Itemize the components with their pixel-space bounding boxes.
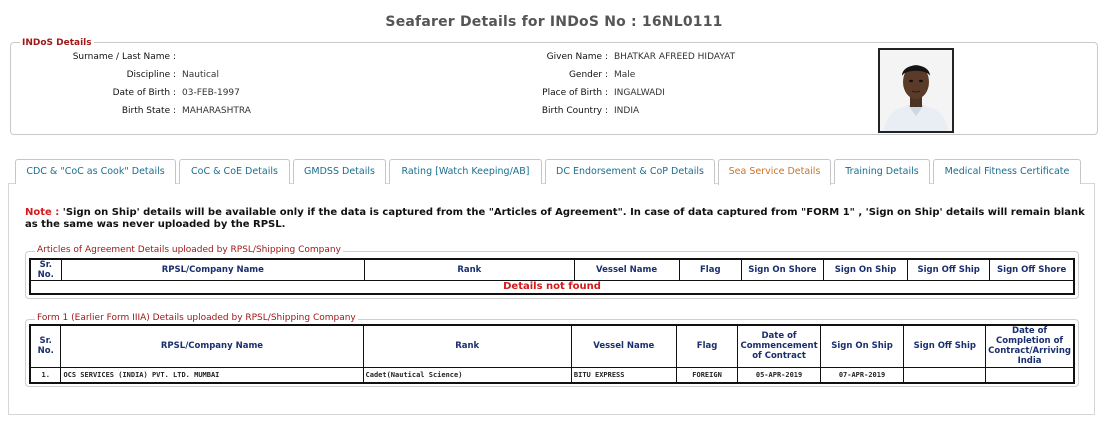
tab-gmdss[interactable]: GMDSS Details bbox=[293, 159, 386, 184]
given-name-value: BHATKAR AFREED HIDAYAT bbox=[614, 52, 736, 62]
pob-label: Place of Birth : bbox=[542, 88, 608, 98]
cell-company-name: OCS SERVICES (INDIA) PVT. LTD. MUMBAI bbox=[61, 367, 363, 383]
col-vessel-name: Vessel Name bbox=[574, 259, 679, 281]
discipline-label: Discipline : bbox=[126, 70, 176, 80]
details-not-found: Details not found bbox=[30, 281, 1074, 294]
tab-coc-coe[interactable]: CoC & CoE Details bbox=[179, 159, 290, 184]
col-rank: Rank bbox=[363, 325, 571, 367]
gender-value: Male bbox=[614, 70, 636, 80]
form1-header-row bbox=[30, 325, 1074, 367]
col-company-name: RPSL/Company Name bbox=[61, 325, 363, 367]
dob-label: Date of Birth : bbox=[112, 88, 176, 98]
form1-table bbox=[29, 324, 1075, 384]
cell-rank: Cadet(Nautical Science) bbox=[363, 367, 571, 383]
col-date-of-commencement: Date of Commencement of Contract bbox=[738, 325, 820, 367]
tab-rating-watch-keeping[interactable]: Rating [Watch Keeping/AB] bbox=[389, 159, 542, 184]
sign-on-note bbox=[25, 207, 1087, 231]
col-flag: Flag bbox=[676, 325, 738, 367]
col-rank: Rank bbox=[365, 259, 574, 281]
col-sign-off-ship: Sign Off Ship bbox=[908, 259, 990, 281]
cell-flag: FOREIGN bbox=[676, 367, 738, 383]
col-sign-on-ship: Sign On Ship bbox=[820, 325, 904, 367]
tab-sea-service[interactable]: Sea Service Details bbox=[718, 159, 831, 185]
table-row bbox=[30, 367, 1074, 383]
col-sr-no: Sr. No. bbox=[30, 259, 61, 281]
cell-sign-on-ship: 07-APR-2019 bbox=[820, 367, 904, 383]
discipline-value: Nautical bbox=[182, 70, 219, 80]
cell-sr-no: 1. bbox=[30, 367, 61, 383]
col-date-of-completion: Date of Completion of Contract/Arriving India bbox=[986, 325, 1074, 367]
dob-value: 03-FEB-1997 bbox=[182, 88, 240, 98]
indos-details-legend: INDoS Details bbox=[22, 38, 92, 48]
articles-section-legend: Articles of Agreement Details uploaded by RPSL/Shipping Company bbox=[37, 245, 341, 255]
col-sign-on-shore: Sign On Shore bbox=[741, 259, 823, 281]
note-text: 'Sign on Ship' details will be available only if the data is captured from the "Articles of Agreement". In case of data captured from "FORM 1" , 'Sign on Ship' details will remain blank as the same was never uploaded by the RPSL. bbox=[25, 207, 1085, 230]
pob-value: INGALWADI bbox=[614, 88, 665, 98]
form1-section-legend: Form 1 (Earlier Form IIIA) Details uploaded by RPSL/Shipping Company bbox=[37, 313, 356, 323]
col-sign-off-shore: Sign Off Shore bbox=[990, 259, 1074, 281]
tab-medical-fitness[interactable]: Medical Fitness Certificate bbox=[933, 159, 1081, 184]
cell-date-of-commencement: 05-APR-2019 bbox=[738, 367, 820, 383]
birth-country-value: INDIA bbox=[614, 106, 640, 116]
birth-state-label: Birth State : bbox=[121, 106, 176, 116]
birth-state-value: MAHARASHTRA bbox=[182, 106, 251, 116]
table-row bbox=[30, 281, 1074, 294]
gender-label: Gender : bbox=[568, 70, 608, 80]
col-flag: Flag bbox=[679, 259, 741, 281]
given-name-label: Given Name : bbox=[546, 52, 608, 62]
cell-vessel-name: BITU EXPRESS bbox=[571, 367, 676, 383]
cell-date-of-completion bbox=[986, 367, 1074, 383]
tab-dc-endorsement[interactable]: DC Endorsement & CoP Details bbox=[545, 159, 715, 184]
note-label: Note : bbox=[25, 207, 60, 218]
articles-header-row bbox=[30, 259, 1074, 281]
col-company-name: RPSL/Company Name bbox=[61, 259, 365, 281]
seafarer-photo bbox=[878, 48, 954, 133]
page-title: Seafarer Details for INDoS No : 16NL0111 bbox=[385, 14, 723, 30]
tab-training[interactable]: Training Details bbox=[834, 159, 930, 184]
cell-sign-off-ship bbox=[904, 367, 986, 383]
birth-country-label: Birth Country : bbox=[541, 106, 608, 116]
col-sign-on-ship: Sign On Ship bbox=[823, 259, 907, 281]
col-vessel-name: Vessel Name bbox=[571, 325, 676, 367]
surname-label: Surname / Last Name : bbox=[72, 52, 176, 62]
articles-table bbox=[29, 258, 1075, 295]
col-sign-off-ship: Sign Off Ship bbox=[904, 325, 986, 367]
tab-cdc-coc-cook[interactable]: CDC & "CoC as Cook" Details bbox=[15, 159, 176, 184]
person-photo-icon bbox=[880, 50, 952, 131]
col-sr-no: Sr. No. bbox=[30, 325, 61, 367]
